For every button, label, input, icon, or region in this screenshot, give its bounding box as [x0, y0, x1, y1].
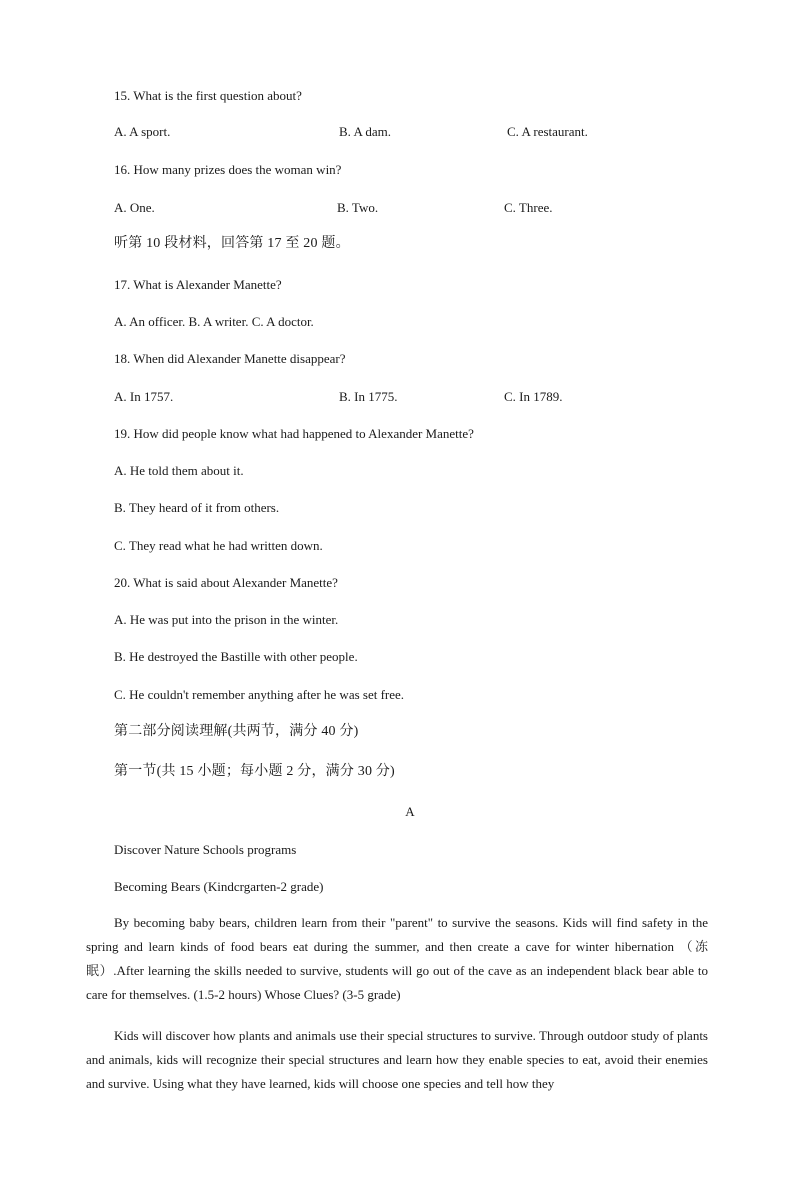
- q15-option-a: A. A sport.: [114, 124, 171, 139]
- paragraph-1: By becoming baby bears, children learn from their "parent" to survive the seasons. Kids will find safety in the spring and learn kinds of food bears eat during the summer, and then create a cave for winter hibernation （冻眠）.After learning the skills needed to survive, students will go out of the cave as an independent black bear able to care for themselves. (1.5-2 hours) Whose Clues? (3-5 grade): [86, 915, 708, 1002]
- q15-option-c: C. A restaurant.: [507, 124, 588, 139]
- paragraph-2: Kids will discover how plants and animals use their special structures to survive. Through outdoor study of plants and animals, kids will recognize their special structures and learn how they enable species to eat, avoid their enemies and survive. Using what they have learned, kids will choose one species and tell how they: [86, 1028, 708, 1091]
- question-16: 16. How many prizes does the woman win?: [114, 162, 342, 177]
- q16-option-b: B. Two.: [337, 200, 379, 215]
- q20-option-c: C. He couldn't remember anything after he was set free.: [114, 687, 405, 702]
- part2-heading: 第二部分阅读理解(共两节，满分 40 分): [114, 724, 359, 739]
- q16-option-c: C. Three.: [504, 200, 553, 215]
- question-20: 20. What is said about Alexander Manette?: [114, 575, 338, 590]
- program1-title: Becoming Bears (Kindcrgarten-2 grade): [114, 879, 324, 894]
- question-17: 17. What is Alexander Manette?: [114, 277, 282, 292]
- q17-options: A. An officer. B. A writer. C. A doctor.: [114, 314, 314, 329]
- question-18: 18. When did Alexander Manette disappear?: [114, 351, 346, 366]
- passage-title: Discover Nature Schools programs: [114, 842, 297, 857]
- q15-option-b: B. A dam.: [339, 124, 392, 139]
- q18-option-b: B. In 1775.: [339, 389, 398, 404]
- q20-option-a: A. He was put into the prison in the winter.: [114, 612, 339, 627]
- passage-letter: A: [405, 804, 415, 819]
- q18-option-a: A. In 1757.: [114, 389, 174, 404]
- q19-option-b: B. They heard of it from others.: [114, 500, 280, 515]
- q16-option-a: A. One.: [114, 200, 155, 215]
- section1-heading: 第一节(共 15 小题；每小题 2 分，满分 30 分): [114, 764, 395, 779]
- question-15: 15. What is the first question about?: [114, 88, 302, 103]
- q19-option-a: A. He told them about it.: [114, 463, 244, 478]
- q20-option-b: B. He destroyed the Bastille with other people.: [114, 649, 358, 664]
- question-19: 19. How did people know what had happened to Alexander Manette?: [114, 426, 474, 441]
- q19-option-c: C. They read what he had written down.: [114, 538, 323, 553]
- q18-option-c: C. In 1789.: [504, 389, 563, 404]
- section-note-10: 听第 10 段材料，回答第 17 至 20 题。: [114, 236, 350, 251]
